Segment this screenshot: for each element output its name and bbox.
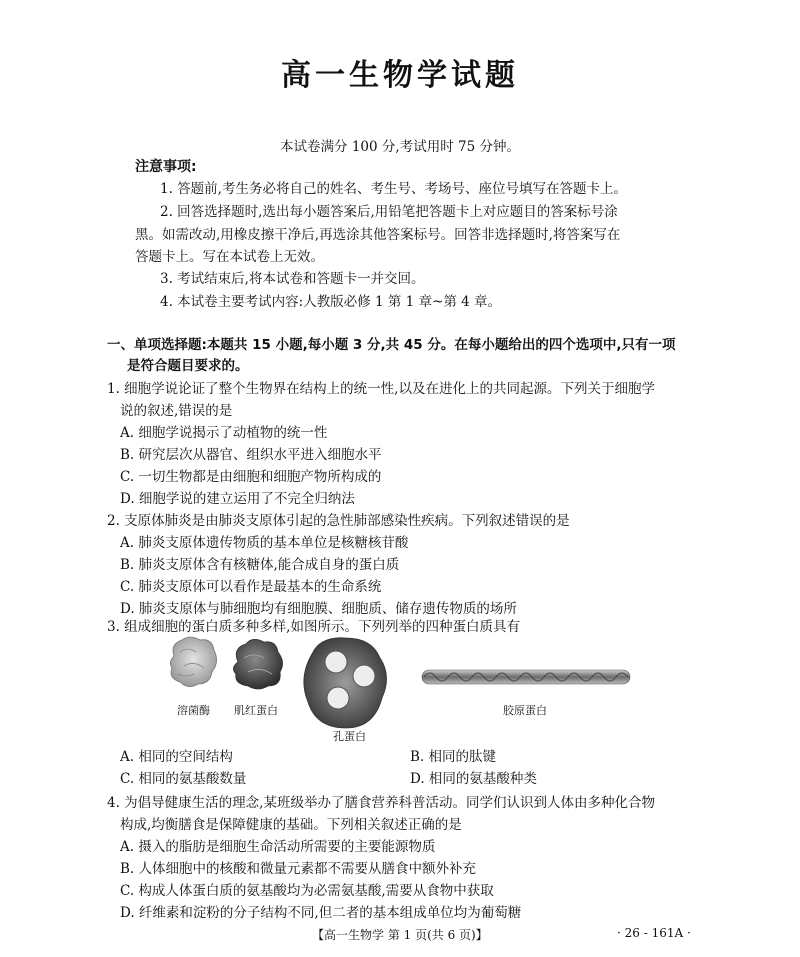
q2-option-b: B. 肺炎支原体含有核糖体,能合成自身的蛋白质 (120, 557, 400, 573)
q2-option-d: D. 肺炎支原体与肺细胞均有细胞膜、细胞质、储存遗传物质的场所 (120, 601, 517, 617)
lysozyme-structure-icon (170, 637, 216, 687)
q2-option-a: A. 肺炎支原体遗传物质的基本单位是核糖核苷酸 (120, 535, 409, 551)
q4-option-d: D. 纤维素和淀粉的分子结构不同,但二者的基本组成单位均为葡萄糖 (120, 905, 522, 921)
notice-line: 2. 回答选择题时,选出每小题答案后,用铅笔把答题卡上对应题目的答案标号涂 (160, 204, 618, 220)
q1-option-b: B. 研究层次从器官、组织水平进入细胞水平 (120, 447, 382, 463)
exam-code: · 26 - 161A · (617, 926, 691, 940)
notice-line: 答题卡上。写在本试卷上无效。 (135, 249, 324, 265)
collagen-structure-icon (422, 670, 630, 684)
q3-option-c: C. 相同的氨基酸数量 (120, 771, 247, 787)
notice-heading: 注意事项: (135, 159, 197, 175)
exam-subtitle: 本试卷满分 100 分,考试用时 75 分钟。 (280, 139, 520, 155)
q1-stem: 1. 细胞学说论证了整个生物界在结构上的统一性,以及在进化上的共同起源。下列关于细胞学 (107, 381, 655, 397)
porin-structure-icon (304, 638, 387, 728)
q3-option-d: D. 相同的氨基酸种类 (410, 771, 537, 787)
notice-line: 3. 考试结束后,将本试卷和答题卡一并交回。 (160, 271, 425, 287)
myoglobin-label: 肌红蛋白 (234, 704, 278, 717)
q3-stem: 3. 组成细胞的蛋白质多种多样,如图所示。下列列举的四种蛋白质具有 (107, 619, 520, 635)
q2-option-c: C. 肺炎支原体可以看作是最基本的生命系统 (120, 579, 382, 595)
porin-label: 孔蛋白 (333, 730, 366, 743)
q4-option-c: C. 构成人体蛋白质的氨基酸均为必需氨基酸,需要从食物中获取 (120, 883, 494, 899)
q3-option-a: A. 相同的空间结构 (120, 749, 233, 765)
notice-line: 1. 答题前,考生务必将自己的姓名、考生号、考场号、座位号填写在答题卡上。 (160, 181, 627, 197)
section-heading-cont: 是符合题目要求的。 (127, 358, 249, 374)
lysozyme-label: 溶菌酶 (177, 704, 210, 717)
protein-structures-figure (160, 632, 640, 744)
q2-stem: 2. 支原体肺炎是由肺炎支原体引起的急性肺部感染性疾病。下列叙述错误的是 (107, 513, 570, 529)
myoglobin-structure-icon (233, 639, 282, 689)
q4-option-b: B. 人体细胞中的核酸和微量元素都不需要从膳食中额外补充 (120, 861, 477, 877)
section-heading: 一、单项选择题:本题共 15 小题,每小题 3 分,共 45 分。在每小题给出的四个选项中,只有一项 (107, 337, 676, 353)
q4-stem-cont: 构成,均衡膳食是保障健康的基础。下列相关叙述正确的是 (120, 817, 462, 833)
q1-stem-cont: 说的叙述,错误的是 (120, 403, 233, 419)
exam-title: 高一生物学试题 (281, 58, 519, 93)
collagen-label: 胶原蛋白 (503, 704, 547, 717)
protein-structures-figure-svg (160, 632, 640, 744)
q1-option-a: A. 细胞学说揭示了动植物的统一性 (120, 425, 328, 441)
notice-line: 4. 本试卷主要考试内容:人教版必修 1 第 1 章~第 4 章。 (160, 294, 502, 310)
notice-line: 黑。如需改动,用橡皮擦干净后,再选涂其他答案标号。回答非选择题时,将答案写在 (135, 227, 621, 243)
q1-option-d: D. 细胞学说的建立运用了不完全归纳法 (120, 491, 355, 507)
page-footer: 【高一生物学 第 1 页(共 6 页)】 (312, 928, 488, 942)
q4-stem: 4. 为倡导健康生活的理念,某班级举办了膳食营养科普活动。同学们认识到人体由多种化合物 (107, 795, 655, 811)
q1-option-c: C. 一切生物都是由细胞和细胞产物所构成的 (120, 469, 382, 485)
q3-option-b: B. 相同的肽键 (410, 749, 497, 765)
q4-option-a: A. 摄入的脂肪是细胞生命活动所需要的主要能源物质 (120, 839, 436, 855)
